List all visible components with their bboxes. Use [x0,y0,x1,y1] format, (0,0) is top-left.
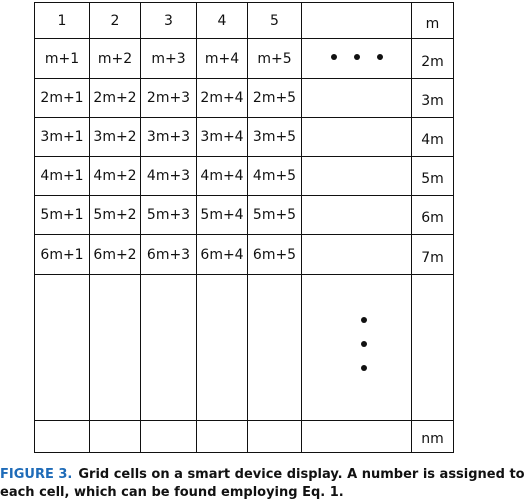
grid-cell [302,79,412,118]
grid-cell: 3m [412,79,454,118]
ellipsis-dot [361,365,367,371]
grid-row [35,79,454,118]
grid-cell: 4m [412,118,454,157]
grid-row [35,420,454,452]
grid-cell: 3m+3 [141,118,197,157]
grid-cell: 1 [35,3,90,39]
grid-cell: 6m+3 [141,235,197,274]
grid-cell [302,196,412,235]
grid-cell [197,274,248,420]
caption-text-1: Grid cells on a smart device display. A number is assigned to [78,467,525,482]
grid-cell: 2m+3 [141,79,197,118]
grid-cell: 2m+5 [248,79,302,118]
grid-cell [197,420,248,452]
grid-cell: 6m+1 [35,235,90,274]
grid-cell: 2m+2 [90,79,141,118]
grid-cell: 5m+2 [90,196,141,235]
grid-cell: 5m+5 [248,196,302,235]
grid-cell: 6m [412,196,454,235]
grid-row [35,274,454,420]
grid-cell: m [412,3,454,39]
ellipsis-dot [361,341,367,347]
grid-cell: 4m+3 [141,157,197,196]
grid-cell: 3m+2 [90,118,141,157]
grid-cell: 4m+1 [35,157,90,196]
grid-cell [141,274,197,420]
grid-cell: 2m+1 [35,79,90,118]
caption-line-1 [0,466,525,484]
grid-cell: 5m+3 [141,196,197,235]
grid-cell: 5 [248,3,302,39]
grid-cell: 4m+2 [90,157,141,196]
horizontal-ellipsis [302,39,412,79]
grid-cell: 2m+4 [197,79,248,118]
grid-diagram [34,2,454,453]
grid-cell: 6m+5 [248,235,302,274]
ellipsis-dot [331,54,337,60]
grid-cell: m+5 [248,39,302,79]
grid-cell [302,235,412,274]
grid-cell [302,420,412,452]
grid-cell [302,3,412,39]
grid-cell [412,274,454,420]
grid-cell [302,157,412,196]
grid-cell: 3 [141,3,197,39]
grid-row [35,235,454,274]
grid-row [35,39,454,79]
ellipsis-dot [377,54,383,60]
grid-cell [35,274,90,420]
grid-cell [248,274,302,420]
grid-row [35,157,454,196]
ellipsis-dot [361,317,367,323]
grid-cell: 3m+5 [248,118,302,157]
grid-cell: 2 [90,3,141,39]
grid-cell: 5m [412,157,454,196]
grid-cell: 5m+4 [197,196,248,235]
grid-cell [302,118,412,157]
grid-cell: 3m+4 [197,118,248,157]
grid-cell [141,420,197,452]
grid-cell: 6m+4 [197,235,248,274]
grid-cell: 4m+4 [197,157,248,196]
grid-row [35,3,454,39]
grid-cell [248,420,302,452]
grid-cell: 2m [412,39,454,79]
vertical-ellipsis [302,274,412,420]
grid-cell: m+3 [141,39,197,79]
grid-cell: m+1 [35,39,90,79]
grid-cell: nm [412,420,454,452]
grid-cell: 4m+5 [248,157,302,196]
grid-cell [35,420,90,452]
grid-cell: 4 [197,3,248,39]
grid-cell [90,420,141,452]
grid-cell: 7m [412,235,454,274]
figure-caption [0,466,525,502]
figure-label: FIGURE 3. [0,467,73,482]
grid-cell: m+4 [197,39,248,79]
caption-line-2: each cell, which can be found employing Eq. 1. [0,485,344,500]
grid-row [35,196,454,235]
grid-cell: m+2 [90,39,141,79]
grid-cell [90,274,141,420]
grid-cell: 3m+1 [35,118,90,157]
ellipsis-dot [354,54,360,60]
grid-cell: 6m+2 [90,235,141,274]
grid-row [35,118,454,157]
grid-cell: 5m+1 [35,196,90,235]
